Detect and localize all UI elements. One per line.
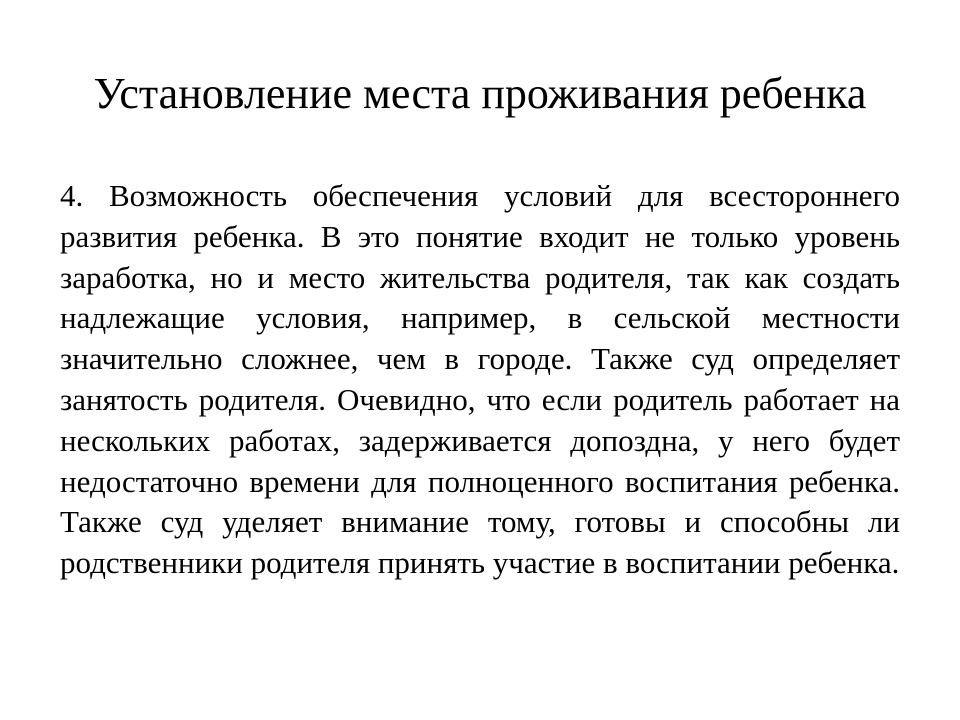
- slide-body-text: 4. Возможность обеспечения условий для всестороннего развития ребенка. В это понятие входит не только уровень заработка, но и место жительства родителя, так как создать надлежащие условия, например, в сельской местности значительно сложнее, чем в городе. Также суд определяет занятость родителя. Очевидно, что если родитель работает на нескольких работах, задерживается допоздна, у него будет недостаточно времени для полноценного воспитания ребенка. Также суд уделяет внимание тому, готовы и способны ли родственники родителя принять участие в воспитании ребенка.: [60, 178, 900, 581]
- slide-title: Установление места проживания ребенка: [93, 69, 867, 118]
